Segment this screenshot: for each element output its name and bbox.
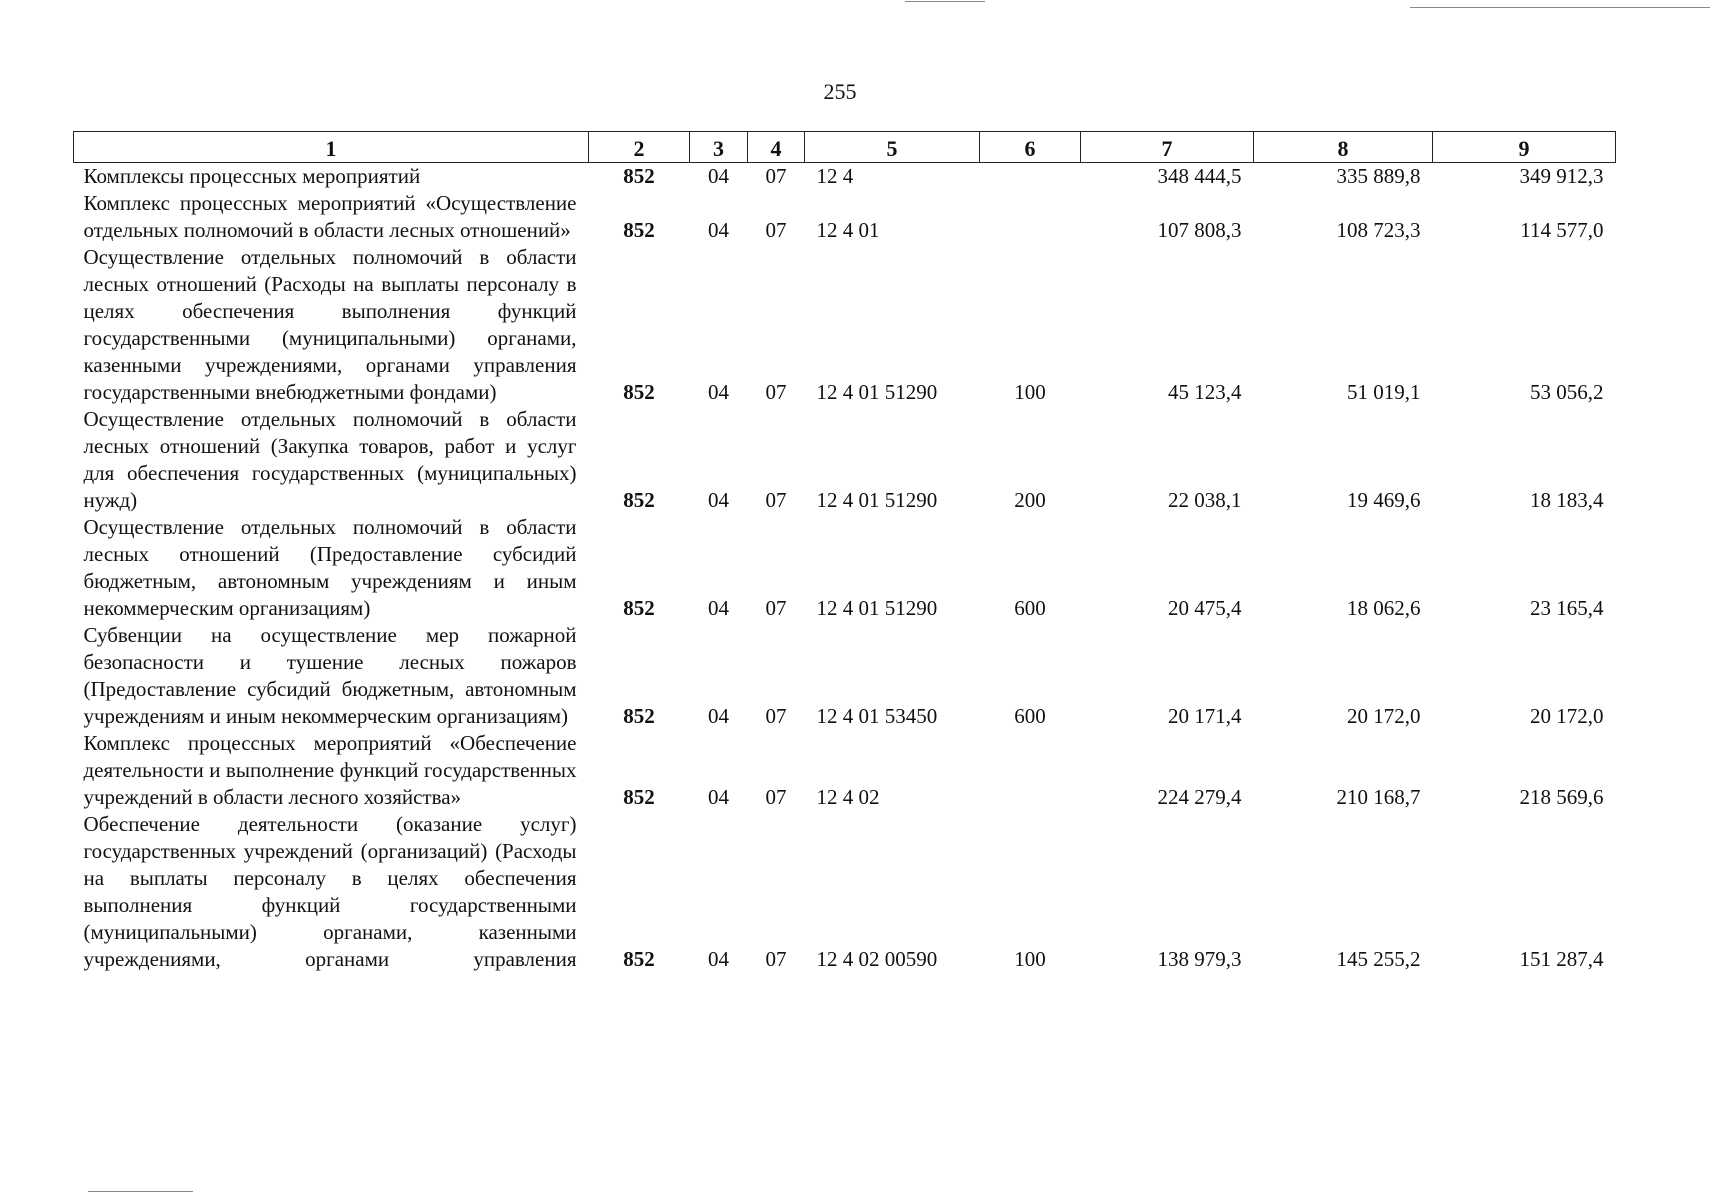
row-name: Комплексы процессных мероприятий [83, 164, 421, 188]
row-subsection: 07 [765, 218, 787, 242]
column-header-7: 7 [1081, 132, 1254, 163]
row-section: 04 [708, 380, 729, 404]
row-amount-col7: 138 979,3 [1157, 947, 1242, 971]
row-expense-type [980, 163, 1081, 191]
row-amount-col7: 22 038,1 [1168, 488, 1242, 512]
row-target-article: 12 4 [816, 164, 854, 188]
row-subsection: 07 [765, 164, 787, 188]
row-grbs: 852 [623, 947, 655, 971]
row-amount-col7: 348 444,5 [1157, 164, 1242, 188]
budget-table [73, 131, 1616, 973]
table-row [74, 514, 1616, 622]
row-grbs: 852 [623, 488, 655, 512]
row-name: Комплекс процессных мероприятий «Осуществление отдельных полномочий в области лесных отношений» [83, 191, 577, 242]
row-subsection: 07 [765, 947, 787, 971]
row-name: Осуществление отдельных полномочий в области лесных отношений (Расходы на выплаты персоналу в целях обеспечения выполнения функций государственными (муниципальными) органами, казенными учреждениями, органами управления государственными внебюджетными фондами) [83, 245, 577, 404]
table-row [74, 730, 1616, 811]
row-subsection: 07 [765, 488, 787, 512]
row-amount-col9: 349 912,3 [1519, 164, 1604, 188]
row-name: Субвенции на осуществление мер пожарной безопасности и тушение лесных пожаров (Предоставление субсидий бюджетным, автономным учреждениям и иным некоммерческим организациям) [83, 623, 577, 728]
row-expense-type: 600 [1014, 596, 1046, 620]
column-header-4: 4 [748, 132, 805, 163]
row-amount-col9: 114 577,0 [1520, 218, 1604, 242]
column-header-6: 6 [980, 132, 1081, 163]
row-amount-col9: 151 287,4 [1519, 947, 1604, 971]
row-amount-col8: 51 019,1 [1347, 380, 1421, 404]
row-name: Осуществление отдельных полномочий в области лесных отношений (Предоставление субсидий бюджетным, автономным учреждениям и иным некоммерческим организациям) [83, 515, 577, 620]
row-expense-type [980, 730, 1081, 811]
row-expense-type [980, 190, 1081, 244]
row-section: 04 [708, 785, 729, 809]
row-amount-col9: 20 172,0 [1530, 704, 1604, 728]
row-section: 04 [708, 218, 729, 242]
row-grbs: 852 [623, 218, 655, 242]
row-expense-type: 600 [1014, 704, 1046, 728]
row-grbs: 852 [623, 785, 655, 809]
scan-artifact-top-right [1410, 7, 1710, 8]
row-target-article: 12 4 02 [816, 785, 880, 809]
row-amount-col7: 20 171,4 [1168, 704, 1242, 728]
row-amount-col9: 53 056,2 [1530, 380, 1604, 404]
row-section: 04 [708, 704, 729, 728]
row-amount-col8: 145 255,2 [1336, 947, 1421, 971]
column-header-1: 1 [74, 132, 589, 163]
row-name: Обеспечение деятельности (оказание услуг) государственных учреждений (организаций) (Расходы на выплаты персоналу в целях обеспечения выполнения функций государственными (муниципальными) органами, казенными учреждениями, органами управления [83, 812, 577, 971]
row-section: 04 [708, 596, 729, 620]
row-target-article: 12 4 01 51290 [816, 596, 938, 620]
row-grbs: 852 [623, 164, 655, 188]
row-amount-col8: 18 062,6 [1347, 596, 1421, 620]
row-amount-col9: 23 165,4 [1530, 596, 1604, 620]
row-amount-col8: 20 172,0 [1347, 704, 1421, 728]
row-section: 04 [708, 164, 729, 188]
row-section: 04 [708, 488, 729, 512]
table-row [74, 163, 1616, 191]
row-amount-col7: 224 279,4 [1157, 785, 1242, 809]
row-target-article: 12 4 01 51290 [816, 380, 938, 404]
row-subsection: 07 [765, 596, 787, 620]
column-header-8: 8 [1254, 132, 1433, 163]
column-header-3: 3 [690, 132, 748, 163]
row-amount-col7: 20 475,4 [1168, 596, 1242, 620]
row-grbs: 852 [623, 380, 655, 404]
row-amount-col8: 335 889,8 [1336, 164, 1421, 188]
row-amount-col9: 18 183,4 [1530, 488, 1604, 512]
column-header-5: 5 [805, 132, 980, 163]
row-amount-col7: 107 808,3 [1157, 218, 1242, 242]
row-target-article: 12 4 01 53450 [816, 704, 938, 728]
row-target-article: 12 4 01 51290 [816, 488, 938, 512]
row-expense-type: 200 [1014, 488, 1046, 512]
table-row [74, 406, 1616, 514]
row-amount-col7: 45 123,4 [1168, 380, 1242, 404]
table-row [74, 811, 1616, 973]
row-name: Осуществление отдельных полномочий в области лесных отношений (Закупка товаров, работ и услуг для обеспечения государственных (муниципальных) нужд) [83, 407, 577, 512]
row-amount-col8: 108 723,3 [1336, 218, 1421, 242]
row-expense-type: 100 [1014, 380, 1046, 404]
row-target-article: 12 4 01 [816, 218, 880, 242]
row-subsection: 07 [765, 785, 787, 809]
row-section: 04 [708, 947, 729, 971]
row-name: Комплекс процессных мероприятий «Обеспечение деятельности и выполнение функций государственных учреждений в области лесного хозяйства» [83, 731, 577, 809]
column-number-header-row [74, 132, 1616, 163]
row-amount-col9: 218 569,6 [1519, 785, 1604, 809]
page-number: 255 [823, 79, 857, 104]
row-subsection: 07 [765, 380, 787, 404]
table-row [74, 622, 1616, 730]
scan-artifact-top-center [905, 1, 985, 2]
row-amount-col8: 19 469,6 [1347, 488, 1421, 512]
scan-artifact-bottom-left [88, 1191, 193, 1192]
column-header-2: 2 [589, 132, 690, 163]
row-grbs: 852 [623, 704, 655, 728]
table-row [74, 244, 1616, 406]
row-expense-type: 100 [1014, 947, 1046, 971]
column-header-9: 9 [1433, 132, 1616, 163]
table-row [74, 190, 1616, 244]
row-amount-col8: 210 168,7 [1336, 785, 1421, 809]
row-target-article: 12 4 02 00590 [816, 947, 938, 971]
row-grbs: 852 [623, 596, 655, 620]
row-subsection: 07 [765, 704, 787, 728]
